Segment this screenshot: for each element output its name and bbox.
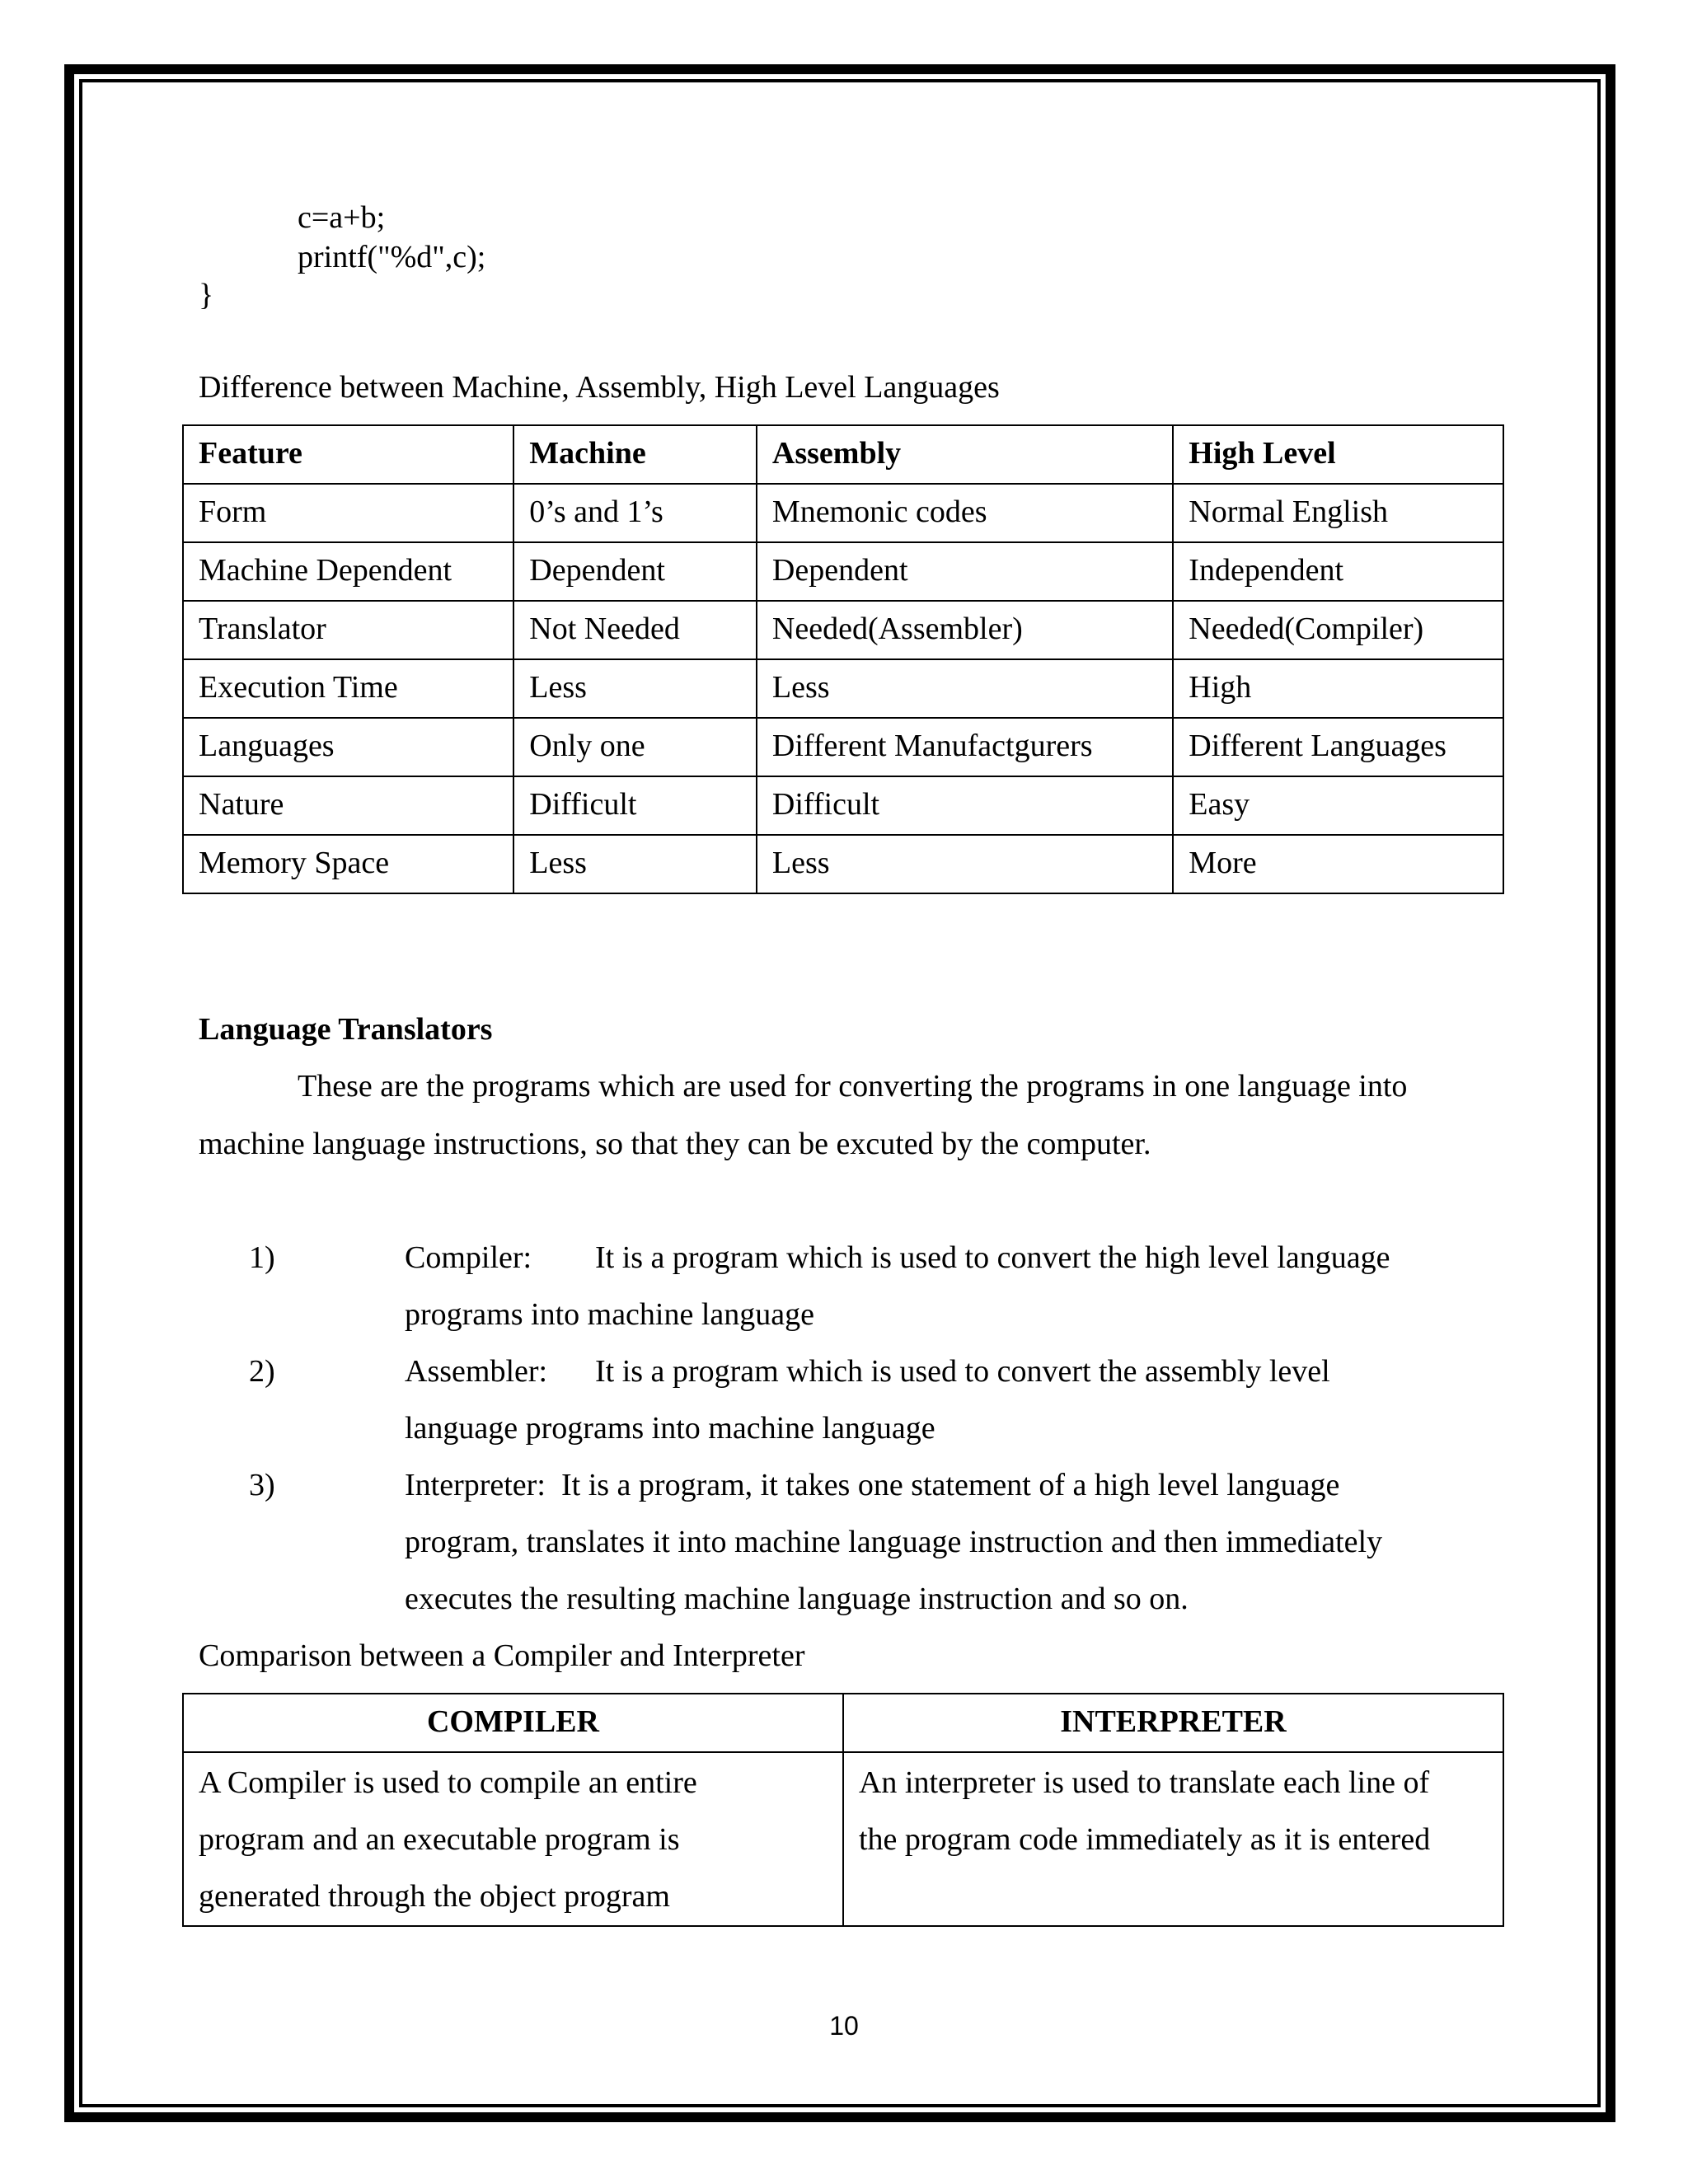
cell-line: generated through the object program xyxy=(199,1879,670,1914)
list-text: program, translates it into machine language instruction and then immediately xyxy=(405,1525,1383,1559)
table-cell: Form xyxy=(183,484,513,542)
list-text: executes the resulting machine language instruction and so on. xyxy=(405,1582,1189,1616)
list-term: Interpreter: xyxy=(405,1468,546,1502)
paragraph-line: machine language instructions, so that they can be excuted by the computer. xyxy=(199,1127,1151,1161)
comparison-table xyxy=(182,1693,1504,1927)
list-number: 1) xyxy=(249,1240,275,1275)
header-cell: INTERPRETER xyxy=(843,1694,1503,1752)
table-row xyxy=(183,484,1503,542)
table-row xyxy=(183,542,1503,601)
table-row xyxy=(183,718,1503,776)
code-line: c=a+b; xyxy=(298,200,386,235)
paragraph-line: These are the programs which are used for converting the programs in one language into xyxy=(298,1069,1408,1104)
table-cell: Nature xyxy=(183,776,513,835)
list-text: It is a program, it takes one statement of a high level language xyxy=(561,1468,1340,1502)
code-line: } xyxy=(199,278,214,312)
code-line: printf("%d",c); xyxy=(298,240,486,274)
table-cell: Different Manufactgurers xyxy=(757,718,1173,776)
list-text: language programs into machine language xyxy=(405,1411,935,1446)
difference-table xyxy=(182,424,1504,894)
list-term: Assembler: xyxy=(405,1354,548,1389)
table-cell: Only one xyxy=(513,718,757,776)
table-cell: More xyxy=(1173,835,1503,893)
table-cell: High xyxy=(1173,659,1503,718)
list-text: programs into machine language xyxy=(405,1297,815,1332)
table-row xyxy=(183,835,1503,893)
table-cell: Less xyxy=(757,835,1173,893)
table-cell: Needed(Compiler) xyxy=(1173,601,1503,659)
table-cell: Memory Space xyxy=(183,835,513,893)
header-cell: Machine xyxy=(513,425,757,484)
list-term: Compiler: xyxy=(405,1240,532,1275)
table-cell: Mnemonic codes xyxy=(757,484,1173,542)
table-cell: Less xyxy=(513,659,757,718)
cell-line: An interpreter is used to translate each line of xyxy=(858,1765,1430,1800)
table-cell xyxy=(183,1752,843,1926)
header-cell: Assembly xyxy=(757,425,1173,484)
table-row xyxy=(183,601,1503,659)
table-cell xyxy=(843,1752,1503,1926)
table-header-row xyxy=(183,425,1503,484)
table-row xyxy=(183,776,1503,835)
list-number: 2) xyxy=(249,1354,275,1389)
table-cell: Machine Dependent xyxy=(183,542,513,601)
table-cell: Dependent xyxy=(513,542,757,601)
table-cell: Different Languages xyxy=(1173,718,1503,776)
cell-line: program and an executable program is xyxy=(199,1822,680,1857)
table-caption: Difference between Machine, Assembly, High Level Languages xyxy=(199,370,1000,405)
table-cell: 0’s and 1’s xyxy=(513,484,757,542)
table-cell: Execution Time xyxy=(183,659,513,718)
table-cell: Normal English xyxy=(1173,484,1503,542)
list-number: 3) xyxy=(249,1468,275,1502)
list-text: It is a program which is used to convert the high level language xyxy=(595,1240,1390,1275)
table-cell: Translator xyxy=(183,601,513,659)
table-row xyxy=(183,1752,1503,1926)
header-cell: COMPILER xyxy=(183,1694,843,1752)
table-cell: Dependent xyxy=(757,542,1173,601)
table-cell: Less xyxy=(757,659,1173,718)
cell-line: the program code immediately as it is entered xyxy=(858,1822,1431,1857)
cell-line: A Compiler is used to compile an entire xyxy=(199,1765,697,1800)
table-cell: Less xyxy=(513,835,757,893)
table-caption: Comparison between a Compiler and Interpreter xyxy=(199,1638,805,1673)
header-cell: High Level xyxy=(1173,425,1503,484)
page-number: 10 xyxy=(829,2011,859,2041)
header-cell: Feature xyxy=(183,425,513,484)
table-cell: Languages xyxy=(183,718,513,776)
table-row xyxy=(183,659,1503,718)
list-text: It is a program which is used to convert the assembly level xyxy=(595,1354,1330,1389)
table-header-row xyxy=(183,1694,1503,1752)
table-cell: Not Needed xyxy=(513,601,757,659)
table-cell: Easy xyxy=(1173,776,1503,835)
section-heading: Language Translators xyxy=(199,1012,493,1047)
table-cell: Independent xyxy=(1173,542,1503,601)
table-cell: Needed(Assembler) xyxy=(757,601,1173,659)
table-cell: Difficult xyxy=(513,776,757,835)
table-cell: Difficult xyxy=(757,776,1173,835)
